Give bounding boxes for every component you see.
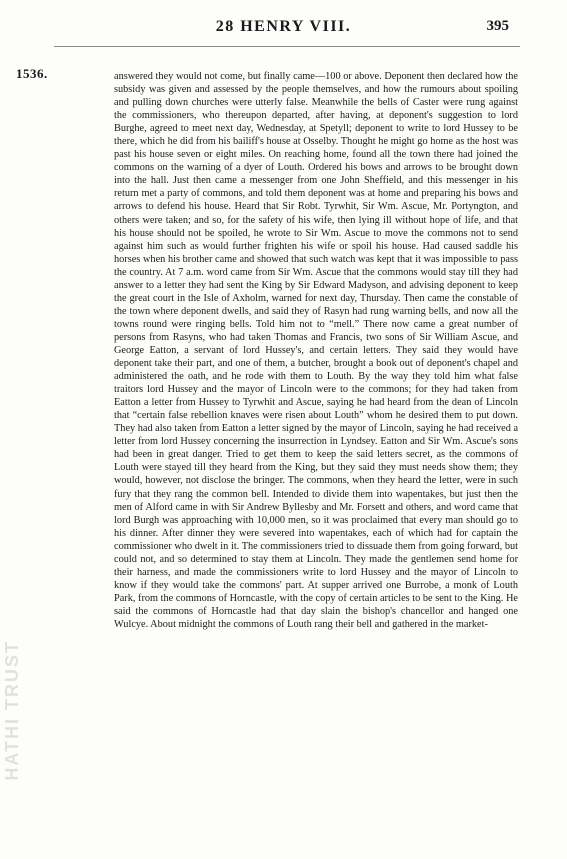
watermark-stamp [2,640,28,840]
page-number: 395 [486,18,509,34]
body-paragraph: answered they would not come, but finally came—100 or above. Deponent then declared how the subsidy was given and assessed by the people themselves, and how the rumours about spoiling and pulling down churches were utterly false. Meanwhile the bells of Caster were rung against the commissioners, who thereupon departed, after having, at deponent's suggestion to lord Burghe, agreed to meet next day, Wednesday, at Spetyll; deponent to write to lord Hussey to be there, which he did from his bailiff's house at Osselby. Thought he might go home as the host was past his house seven or eight miles. On reaching home, found all the town there had joined the commons on the warning of a dyer of Louth. Ordered his bows and arrows to be brought down into the hall. Just then came a messenger from one John Sheffield, and this messenger in his return met a party of commons, and told them deponent was at home and preparing his bows and arrows to defend his house. Heard that Sir Robt. Tyrwhit, Sir Wm. Ascue, Mr. Portyngton, and others were taken; and so, for the safety of his wife, then lying ill without hope of life, and that his house should not be spoiled, he wrote to Sir Wm. Ascue to move the commons not to send against him such as would further frighten his wife or spoil his house. Had caused saddle his horses when his brother came and showed that such watch was kept that it was impossible to pass the country. At 7 a.m. word came from Sir Wm. Ascue that the commons would stay till they had answer to a letter they had sent the King by Sir Edward Madyson, and advising deponent to keep the great court in the Isle of Axholm, warned for next day, Thursday. Then came the constable of the town where deponent dwells, and said they of Rasyn had rung warning bells, and now all the towns round were ringing bells. Told him not to “mell.” There now came a great number of persons from Rasyns, who had taken Thomas and Francis, two sons of Sir William Ascue, and George Eatton, a servant of lord Hussey's, and certain letters. They said they would have deponent take their part, and one of them, a butcher, brought a book out of deponent's chapel and administered the oath, and he rode with them to Louth. By the way they told him what false traitors lord Hussey and the mayor of Lincoln were to the commons; for they had taken from Eatton a letter from Hussey to Tyrwhit and Ascue, saying he had heard from the dean of Lincoln that “certain false rebellion knaves were risen about Louth” whom he desired them to put down. They had also taken from Eatton a letter signed by the mayor of Lincoln, saying he had received a letter from lord Hussey concerning the insurrection in Lyndsey. Eatton and Sir Wm. Ascue's sons had been in great danger. Tried to get them to keep the said letters secret, as the commons of Louth were stayed till they heard from the King, but they said they must needs show them; they would, however, not disclose the bringer. The commons, when they heard the letter, were in such fury that they rang the common bell. Intended to divide them into wapentakes, but just then the men of Alford came in with Sir Andrew Byllesby and Mr. Forsett and others, and word came that lord Burgh was approaching with 10,000 men, so it was proclaimed that every man should go to his dinner. After dinner they were severed into wapentakes, each of which had for captain the commissioner who dwelt in it. The commissioners tried to dissuade them from going forward, but could not, and so determined to stay them at Lincoln. They made the gentlemen send home for their harness, and made the commissioners write to lord Hussey and the mayor of Lincoln to know if they would take the commons' part. At supper arrived one Burrobe, a monk of Louth Park, from the commons of Horncastle, with the copy of certain articles to be sent to the King. He said the commons of Horncastle had that day slain the bishop's chancellor and hanged one Wulcye. About midnight the commons of Louth rang their bell and gathered in the market- [114,71,519,630]
watermark-text: HATHI TRUST [2,640,22,781]
header-rule [54,46,520,47]
running-title: 28 HENRY VIII. [215,18,352,35]
running-head [0,18,567,38]
margin-year: 1536. [16,66,48,81]
